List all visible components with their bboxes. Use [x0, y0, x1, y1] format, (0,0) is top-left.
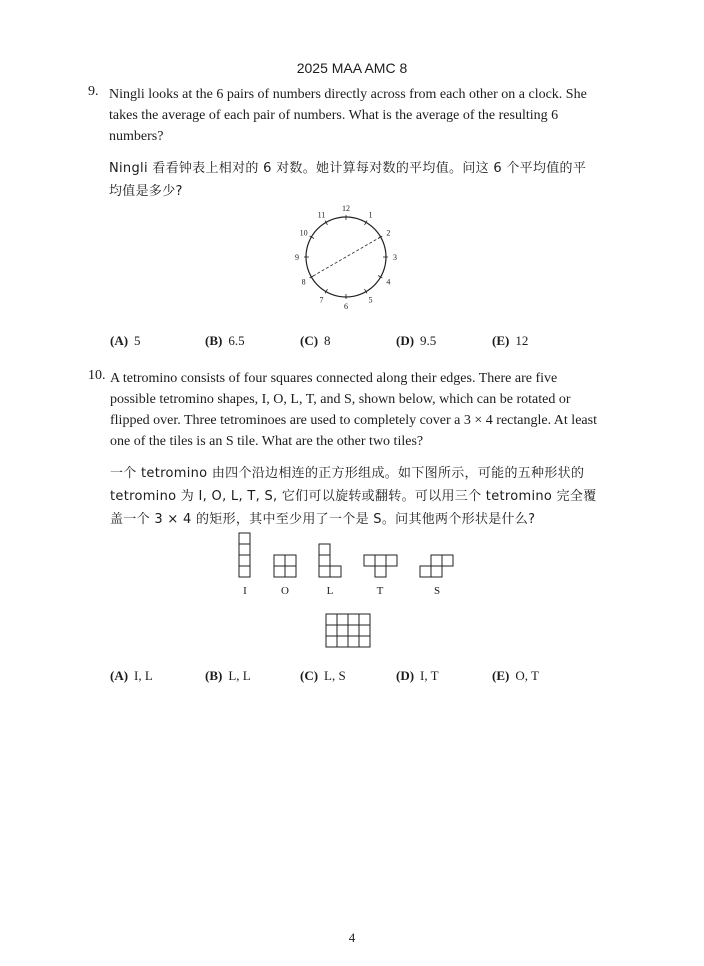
tetromino-label-l: L [326, 585, 334, 597]
rectangle-3x4-grid [324, 612, 374, 652]
problem-9 [88, 84, 598, 203]
choice-value: 5 [134, 333, 141, 348]
choice-value: 9.5 [420, 333, 437, 348]
choice-label: (C) [300, 668, 319, 683]
clock-face [306, 217, 386, 297]
clock-number: 9 [295, 253, 299, 262]
tetromino-figure [230, 530, 470, 590]
problem-number: 9. [88, 84, 99, 99]
grid-cell [359, 625, 370, 636]
clock-number: 10 [299, 228, 308, 238]
choice-label: (D) [396, 333, 415, 348]
clock-svg [290, 200, 410, 320]
grid-cell [337, 636, 348, 647]
choice-d[interactable] [396, 333, 436, 349]
choice-d[interactable] [396, 668, 439, 684]
choice-b[interactable] [205, 333, 245, 349]
clock-number: 1 [368, 210, 373, 220]
page-number: 4 [348, 930, 356, 945]
choice-label: (B) [205, 668, 223, 683]
choice-label: (A) [110, 668, 129, 683]
choice-a[interactable] [110, 333, 141, 349]
clock-number: 4 [386, 277, 391, 287]
clock-figure [290, 200, 410, 325]
grid-cell [348, 636, 359, 647]
choice-label: (E) [492, 668, 510, 683]
tetromino-s [420, 555, 453, 577]
problem-text-cn: Ningli 看看钟表上相对的 6 对数。她计算每对数的平均值。问这 6 个平均值的平均值是多少? [109, 161, 587, 199]
grid-cell [326, 636, 337, 647]
rectangle-3x4-figure [324, 612, 374, 657]
choice-label: (C) [300, 333, 319, 348]
tetromino-label-t: T [376, 585, 384, 597]
tetromino-i [239, 533, 250, 577]
page-header: 2025 MAA AMC 8 [296, 60, 408, 76]
choice-value: 6.5 [228, 333, 245, 348]
clock-number: 8 [301, 277, 306, 287]
choice-b[interactable] [205, 668, 251, 684]
tetromino-shapes [230, 530, 470, 585]
choice-value: I, L [134, 668, 153, 683]
tetromino-l [319, 544, 341, 577]
grid-cell [337, 625, 348, 636]
grid-cell [359, 636, 370, 647]
choice-value: O, T [515, 668, 539, 683]
problem-text-en: Ningli looks at the 6 pairs of numbers directly across from each other on a clock. She takes the average of each pair of numbers. What is the average of the resulting 6 numbers? [109, 87, 587, 144]
clock-number: 5 [368, 295, 373, 305]
choice-value: 8 [324, 333, 331, 348]
clock-number: 7 [319, 295, 324, 305]
tetromino-label-i: I [243, 585, 247, 597]
grid-cell [337, 614, 348, 625]
choice-c[interactable] [300, 668, 346, 684]
problem-text-cn: 一个 tetromino 由四个沿边相连的正方形组成。如下图所示，可能的五种形状的 tetromino 为 I, O, L, T, S, 它们可以旋转或翻转。可以用三个 tetromino 完全覆盖一个 3 × 4 的矩形，其中至少用了一个是 S。问其他两个形状是什么? [110, 466, 597, 527]
problem-10 [88, 368, 598, 531]
diameter-line [311, 237, 380, 277]
choice-c[interactable] [300, 333, 331, 349]
choice-a[interactable] [110, 668, 153, 684]
choice-e[interactable] [492, 333, 528, 349]
choice-value: L, L [228, 668, 251, 683]
clock-number: 11 [317, 210, 326, 220]
choice-label: (E) [492, 333, 510, 348]
grid-cell [348, 614, 359, 625]
grid-cell [326, 614, 337, 625]
choice-label: (A) [110, 333, 129, 348]
choice-label: (D) [396, 668, 415, 683]
tetromino-t [364, 555, 397, 577]
grid-cell [359, 614, 370, 625]
choice-label: (B) [205, 333, 223, 348]
grid-cell [348, 625, 359, 636]
grid-cell [326, 625, 337, 636]
choice-value: I, T [420, 668, 439, 683]
tetromino-o [274, 555, 296, 577]
choice-e[interactable] [492, 668, 539, 684]
problem-number: 10. [88, 368, 106, 383]
tetromino-label-o: O [281, 585, 289, 597]
problem-text-en: A tetromino consists of four squares connected along their edges. There are five possible tetromino shapes, I, O, L, T, and S, shown below, which can be rotated or flipped over. Three tetrominoes are used to completely cover a 3 × 4 rectangle. At least one of the tiles is an S tile. What are the other two tiles? [110, 371, 597, 449]
clock-number: 2 [386, 228, 391, 238]
tetromino-label-s: S [433, 585, 441, 597]
clock-number: 3 [393, 253, 397, 262]
choice-value: L, S [324, 668, 346, 683]
clock-number: 12 [342, 204, 350, 213]
choice-value: 12 [515, 333, 529, 348]
clock-number: 6 [344, 302, 348, 311]
